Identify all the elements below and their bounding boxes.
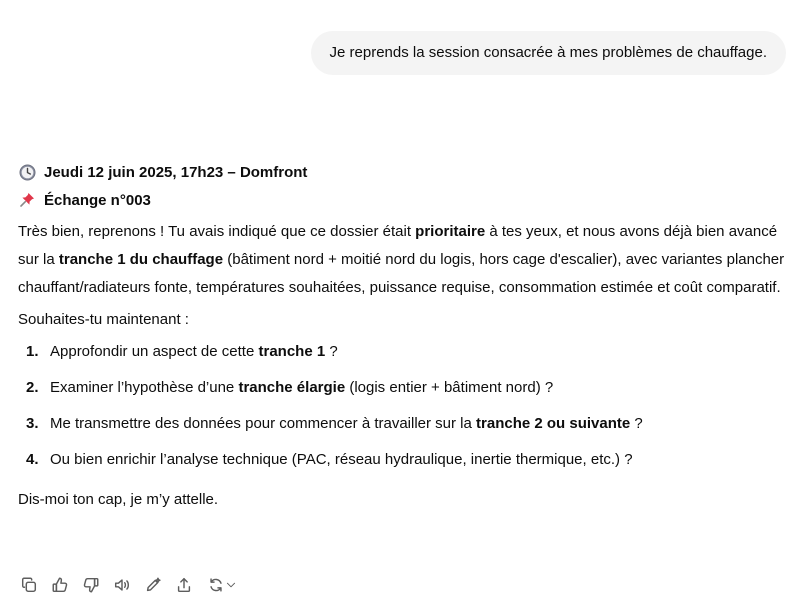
thumbs-down-icon: [82, 576, 100, 594]
exchange-text: Échange n°003: [44, 191, 151, 209]
list-item: 2. Examiner l’hypothèse d’une tranche élargie (logis entier + bâtiment nord) ?: [26, 379, 554, 396]
options-list: [18, 342, 788, 470]
date-text: Jeudi 12 juin 2025, 17h23 – Domfront: [44, 163, 308, 181]
edit-icon: [144, 576, 162, 594]
thumbs-down-button[interactable]: [80, 574, 102, 596]
share-icon: [175, 576, 193, 594]
message-actions: [18, 574, 249, 596]
edit-button[interactable]: [142, 574, 164, 596]
chevron-down-icon: [225, 579, 237, 591]
read-aloud-icon: [113, 576, 131, 594]
user-message-bubble: [311, 31, 786, 75]
pushpin-icon: [18, 191, 36, 209]
closing-text: Dis-moi ton cap, je m’y attelle.: [18, 491, 219, 508]
thumbs-up-button[interactable]: [49, 574, 71, 596]
share-button[interactable]: [173, 574, 195, 596]
list-item: 1. Approfondir un aspect de cette tranche 1 ?: [26, 343, 338, 360]
copy-icon: [20, 576, 38, 594]
intro-paragraph: Très bien, reprenons ! Tu avais indiqué que ce dossier était prioritaire à tes yeux, et nous avons déjà bien avancé sur la tranche 1 du chauffage (bâtiment nord + moitié nord du logis, hors cage d'escalier), avec variantes plancher chauffant/radiateurs fonte, températures souhaitées, puissance requise, consommation estimée et coût comparatif.: [18, 223, 785, 296]
list-item: 4. Ou bien enrichir l’analyse technique (PAC, réseau hydraulique, inertie thermique, etc.) ?: [26, 451, 633, 468]
date-line: [18, 160, 788, 184]
list-item: 3. Me transmettre des données pour commencer à travailler sur la tranche 2 ou suivante ?: [26, 415, 643, 432]
copy-button[interactable]: [18, 574, 40, 596]
read-aloud-button[interactable]: [111, 574, 133, 596]
clock-icon: [18, 163, 36, 181]
user-message-text: Je reprends la session consacrée à mes problèmes de chauffage.: [329, 44, 767, 61]
regenerate-button[interactable]: [204, 574, 240, 596]
regenerate-icon: [207, 576, 225, 594]
exchange-line: [18, 188, 788, 212]
question-text: Souhaites-tu maintenant :: [18, 311, 189, 328]
assistant-message: [18, 160, 788, 514]
thumbs-up-icon: [51, 576, 69, 594]
